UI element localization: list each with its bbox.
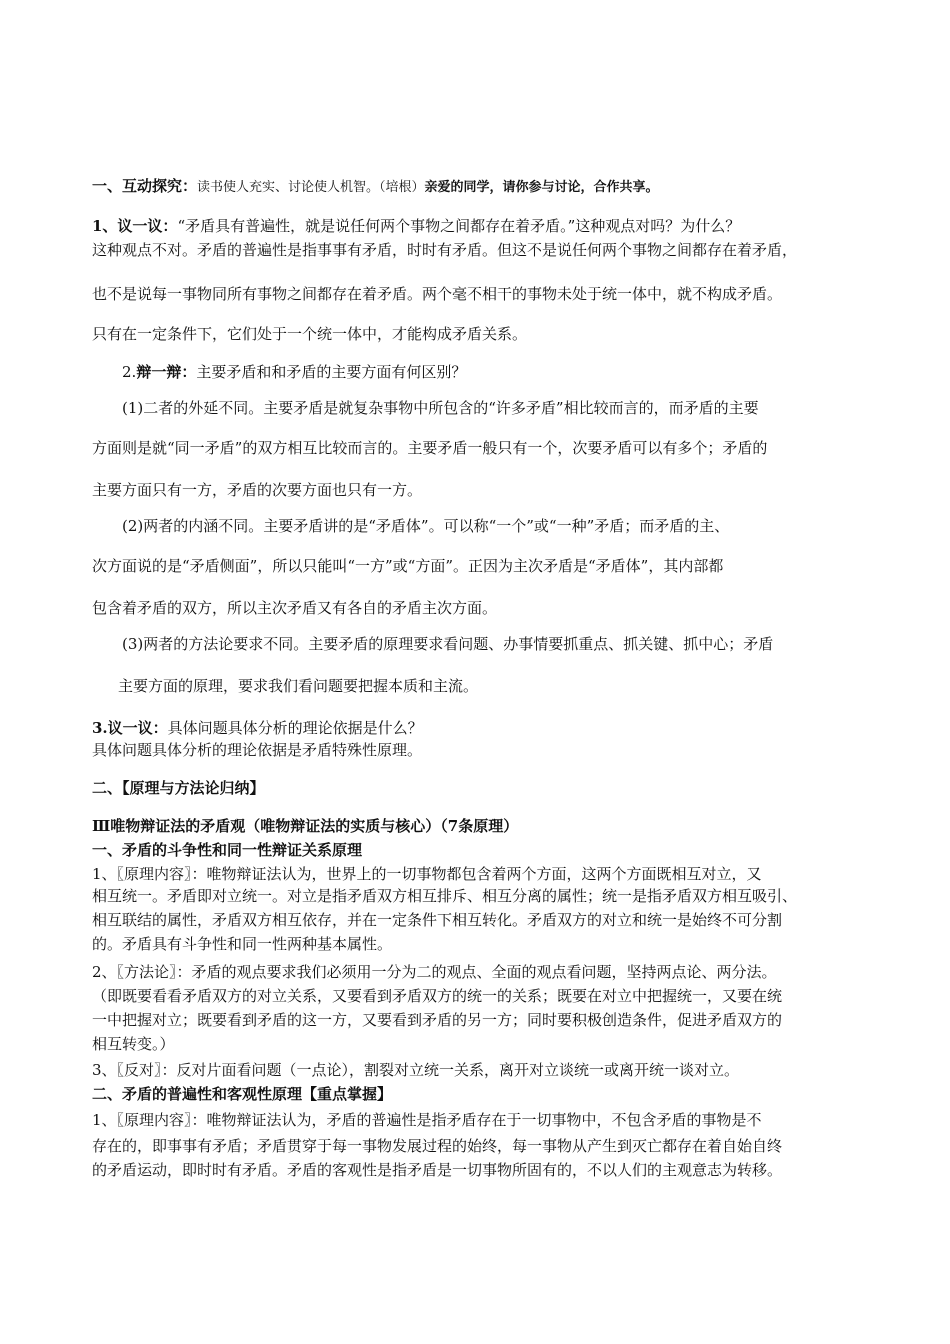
part1-content-line: 1、〖原理内容〗：唯物辩证法认为，世界上的一切事物都包含着两个方面，这两个方面既相互对立，又 — [92, 865, 762, 883]
q1-answer-line: 只有在一定条件下，它们处于一个统一体中，才能构成矛盾关系。 — [92, 325, 528, 343]
q1-question-line — [92, 216, 870, 236]
q2-question-line — [122, 362, 870, 382]
part2-content-line: 的矛盾运动，即时时有矛盾。矛盾的客观性是指矛盾是一切事物所固有的，不以人们的主观意志为转移。 — [92, 1161, 783, 1179]
part1-method-line: 一中把握对立；既要看到矛盾的这一方，又要看到矛盾的另一方；同时要积极创造条件，促进矛盾双方的 — [92, 1011, 783, 1029]
part1-method-line: 2、〖方法论〗：矛盾的观点要求我们必须用一分为二的观点、全面的观点看问题，坚持两点论、两分法。 — [92, 963, 777, 981]
section1-heading: 一、互动探究： — [92, 177, 198, 195]
q2-number: 2. — [122, 363, 137, 381]
part1-content-line: 的。矛盾具有斗争性和同一性两种基本属性。 — [92, 935, 393, 953]
part1-method-line: （即既要看看矛盾双方的对立关系，又要看到矛盾双方的统一的关系；既要在对立中把握统一，又要在统 — [92, 987, 783, 1005]
q2-p3-line: 主要方面的原理，要求我们看问题要把握本质和主流。 — [118, 677, 479, 695]
part2-title: 二、矛盾的普遍性和客观性原理【重点掌握】 — [92, 1085, 393, 1103]
part1-content-line: 相互统一。矛盾即对立统一。对立是指矛盾双方相互排斥、相互分离的属性；统一是指矛盾双方相互吸引、 — [92, 887, 798, 905]
section1-header — [92, 176, 870, 198]
q2-label: 辩一辩： — [136, 363, 197, 381]
q2-p1-line: 方面则是就“同一矛盾”的双方相互比较而言的。主要矛盾一般只有一个，次要矛盾可以有多个；矛盾的 — [92, 439, 768, 457]
section2-subheading: Ⅲ唯物辩证法的矛盾观（唯物辩证法的实质与核心）（7条原理） — [92, 817, 519, 835]
q2-p1-line: (1)二者的外延不同。主要矛盾是就复杂事物中所包含的“许多矛盾”相比较而言的，而矛盾的主要 — [122, 399, 759, 417]
q2-p2-line: (2)两者的内涵不同。主要矛盾讲的是“矛盾体”。可以称“一个”或“一种”矛盾；而矛盾的主、 — [122, 517, 730, 535]
q2-p3-line: (3)两者的方法论要求不同。主要矛盾的原理要求看问题、办事情要抓重点、抓关键、抓中心；矛盾 — [122, 635, 774, 653]
q2-p1-line: 主要方面只有一方，矛盾的次要方面也只有一方。 — [92, 481, 423, 499]
q3-question-line — [92, 718, 870, 738]
q1-answer-line: 这种观点不对。矛盾的普遍性是指事事有矛盾，时时有矛盾。但这不是说任何两个事物之间都存在着矛盾， — [92, 241, 798, 259]
part1-content-line: 相互联结的属性，矛盾双方相互依存，并在一定条件下相互转化。矛盾双方的对立和统一是始终不可分割 — [92, 911, 783, 929]
q3-answer: 具体问题具体分析的理论依据是矛盾特殊性原理。 — [92, 741, 423, 759]
section2-heading: 二、【原理与方法论归纳】 — [92, 779, 265, 797]
section1-intro: 读书使人充实、讨论使人机智。（培根） — [197, 180, 425, 195]
q3-label: 3.议一议： — [92, 719, 168, 737]
q1-label: 1、议一议： — [92, 217, 178, 235]
part1-title: 一、矛盾的斗争性和同一性辩证关系原理 — [92, 841, 363, 859]
part2-content-line: 1、〖原理内容〗：唯物辩证法认为，矛盾的普遍性是指矛盾存在于一切事物中，不包含矛盾的事物是不 — [92, 1111, 762, 1129]
part1-oppose: 3、〖反对〗：反对片面看问题（一点论），割裂对立统一关系，离开对立谈统一或离开统一谈对立。 — [92, 1061, 740, 1079]
q1-question: “矛盾具有普遍性，就是说任何两个事物之间都存在着矛盾。”这种观点对吗？为什么？ — [177, 217, 741, 235]
q1-answer-line: 也不是说每一事物同所有事物之间都存在着矛盾。两个毫不相干的事物未处于统一体中，就不构成矛盾。 — [92, 285, 783, 303]
q2-question: 主要矛盾和和矛盾的主要方面有何区别？ — [196, 363, 467, 381]
q2-p2-line: 次方面说的是“矛盾侧面”，所以只能叫“一方”或“方面”。正因为主次矛盾是“矛盾体”，其内部都 — [92, 557, 724, 575]
section1-intro-bold: 亲爱的同学，请你参与讨论，合作共享。 — [424, 180, 659, 195]
part2-content-line: 存在的，即事事有矛盾；矛盾贯穿于每一事物发展过程的始终，每一事物从产生到灭亡都存在着自始自终 — [92, 1137, 783, 1155]
q2-p2-line: 包含着矛盾的双方，所以主次矛盾又有各自的矛盾主次方面。 — [92, 599, 498, 617]
q3-question: 具体问题具体分析的理论依据是什么？ — [167, 719, 423, 737]
part1-method-line: 相互转变。） — [92, 1035, 175, 1053]
